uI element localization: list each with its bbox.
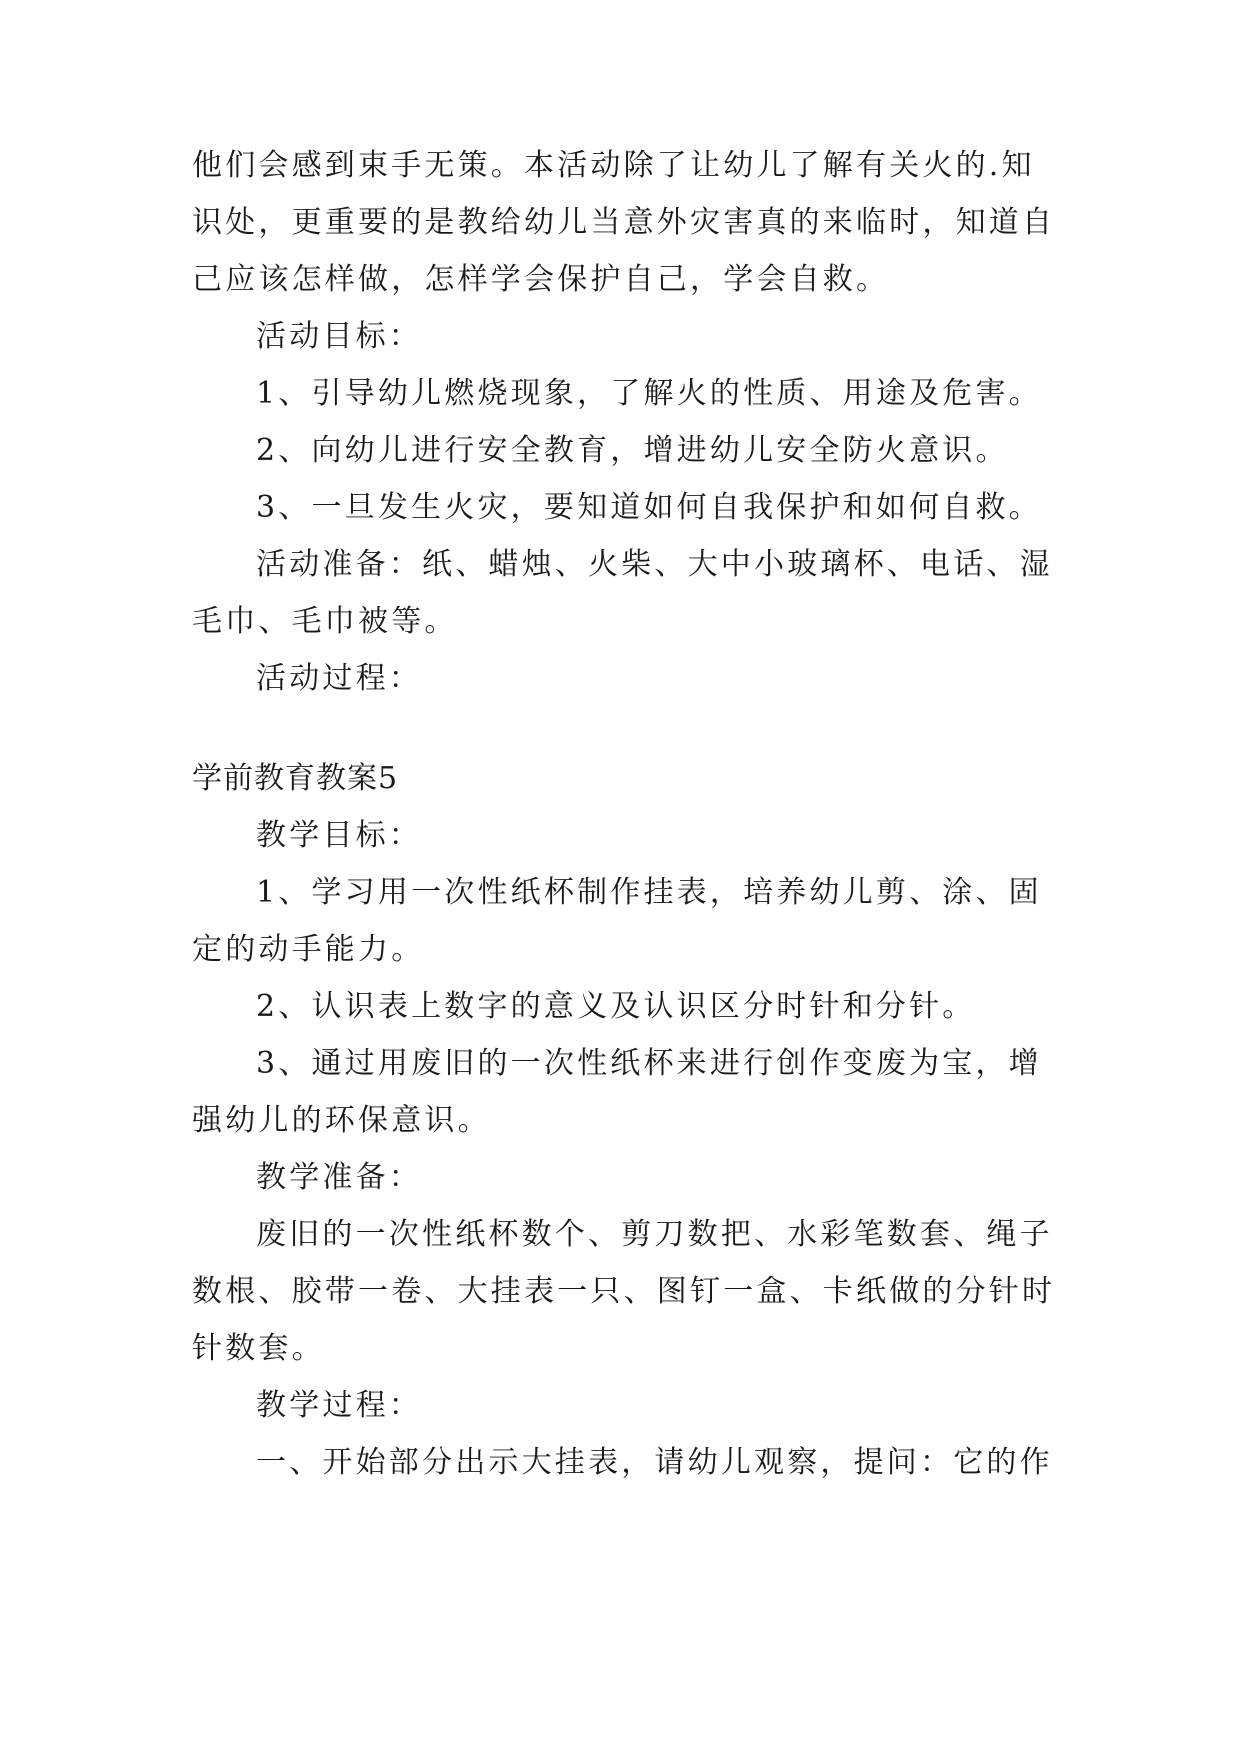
- list-item: 3、通过用废旧的一次性纸杯来进行创作变废为宝，增: [256, 1046, 1042, 1081]
- body-text-line: 他们会感到束手无策。本活动除了让幼儿了解有关火的.知: [192, 148, 1035, 183]
- list-item: 3、一旦发生火灾，要知道如何自我保护和如何自救。: [256, 490, 1042, 525]
- section-heading: 活动目标：: [256, 319, 422, 354]
- body-text-line: 针数套。: [192, 1331, 325, 1366]
- body-text-line: 毛巾、毛巾被等。: [192, 604, 458, 639]
- body-text-line: 数根、胶带一卷、大挂表一只、图钉一盒、卡纸做的分针时: [192, 1274, 1056, 1309]
- body-text-line: 活动准备：纸、蜡烛、火柴、大中小玻璃杯、电话、湿: [256, 547, 1053, 582]
- lesson-title: 学前教育教案5: [192, 761, 399, 796]
- list-item: 1、学习用一次性纸杯制作挂表，培养幼儿剪、涂、固: [256, 875, 1042, 910]
- body-text-line: 己应该怎样做，怎样学会保护自己，学会自救。: [192, 262, 890, 297]
- body-text-line: 强幼儿的环保意识。: [192, 1103, 491, 1138]
- list-item: 1、引导幼儿燃烧现象，了解火的性质、用途及危害。: [256, 376, 1042, 411]
- body-text-line: 废旧的一次性纸杯数个、剪刀数把、水彩笔数套、绳子: [256, 1217, 1053, 1252]
- body-text-line: 定的动手能力。: [192, 932, 425, 967]
- body-text-line: 一、开始部分出示大挂表，请幼儿观察，提问：它的作: [256, 1445, 1053, 1480]
- section-heading: 教学目标：: [256, 818, 422, 853]
- section-heading: 教学准备：: [256, 1160, 422, 1195]
- section-heading: 活动过程：: [256, 661, 422, 696]
- section-heading: 教学过程：: [256, 1388, 422, 1423]
- body-text-line: 识处，更重要的是教给幼儿当意外灾害真的来临时，知道自: [192, 205, 1056, 240]
- list-item: 2、认识表上数字的意义及认识区分时针和分针。: [256, 989, 976, 1024]
- list-item: 2、向幼儿进行安全教育，增进幼儿安全防火意识。: [256, 433, 1009, 468]
